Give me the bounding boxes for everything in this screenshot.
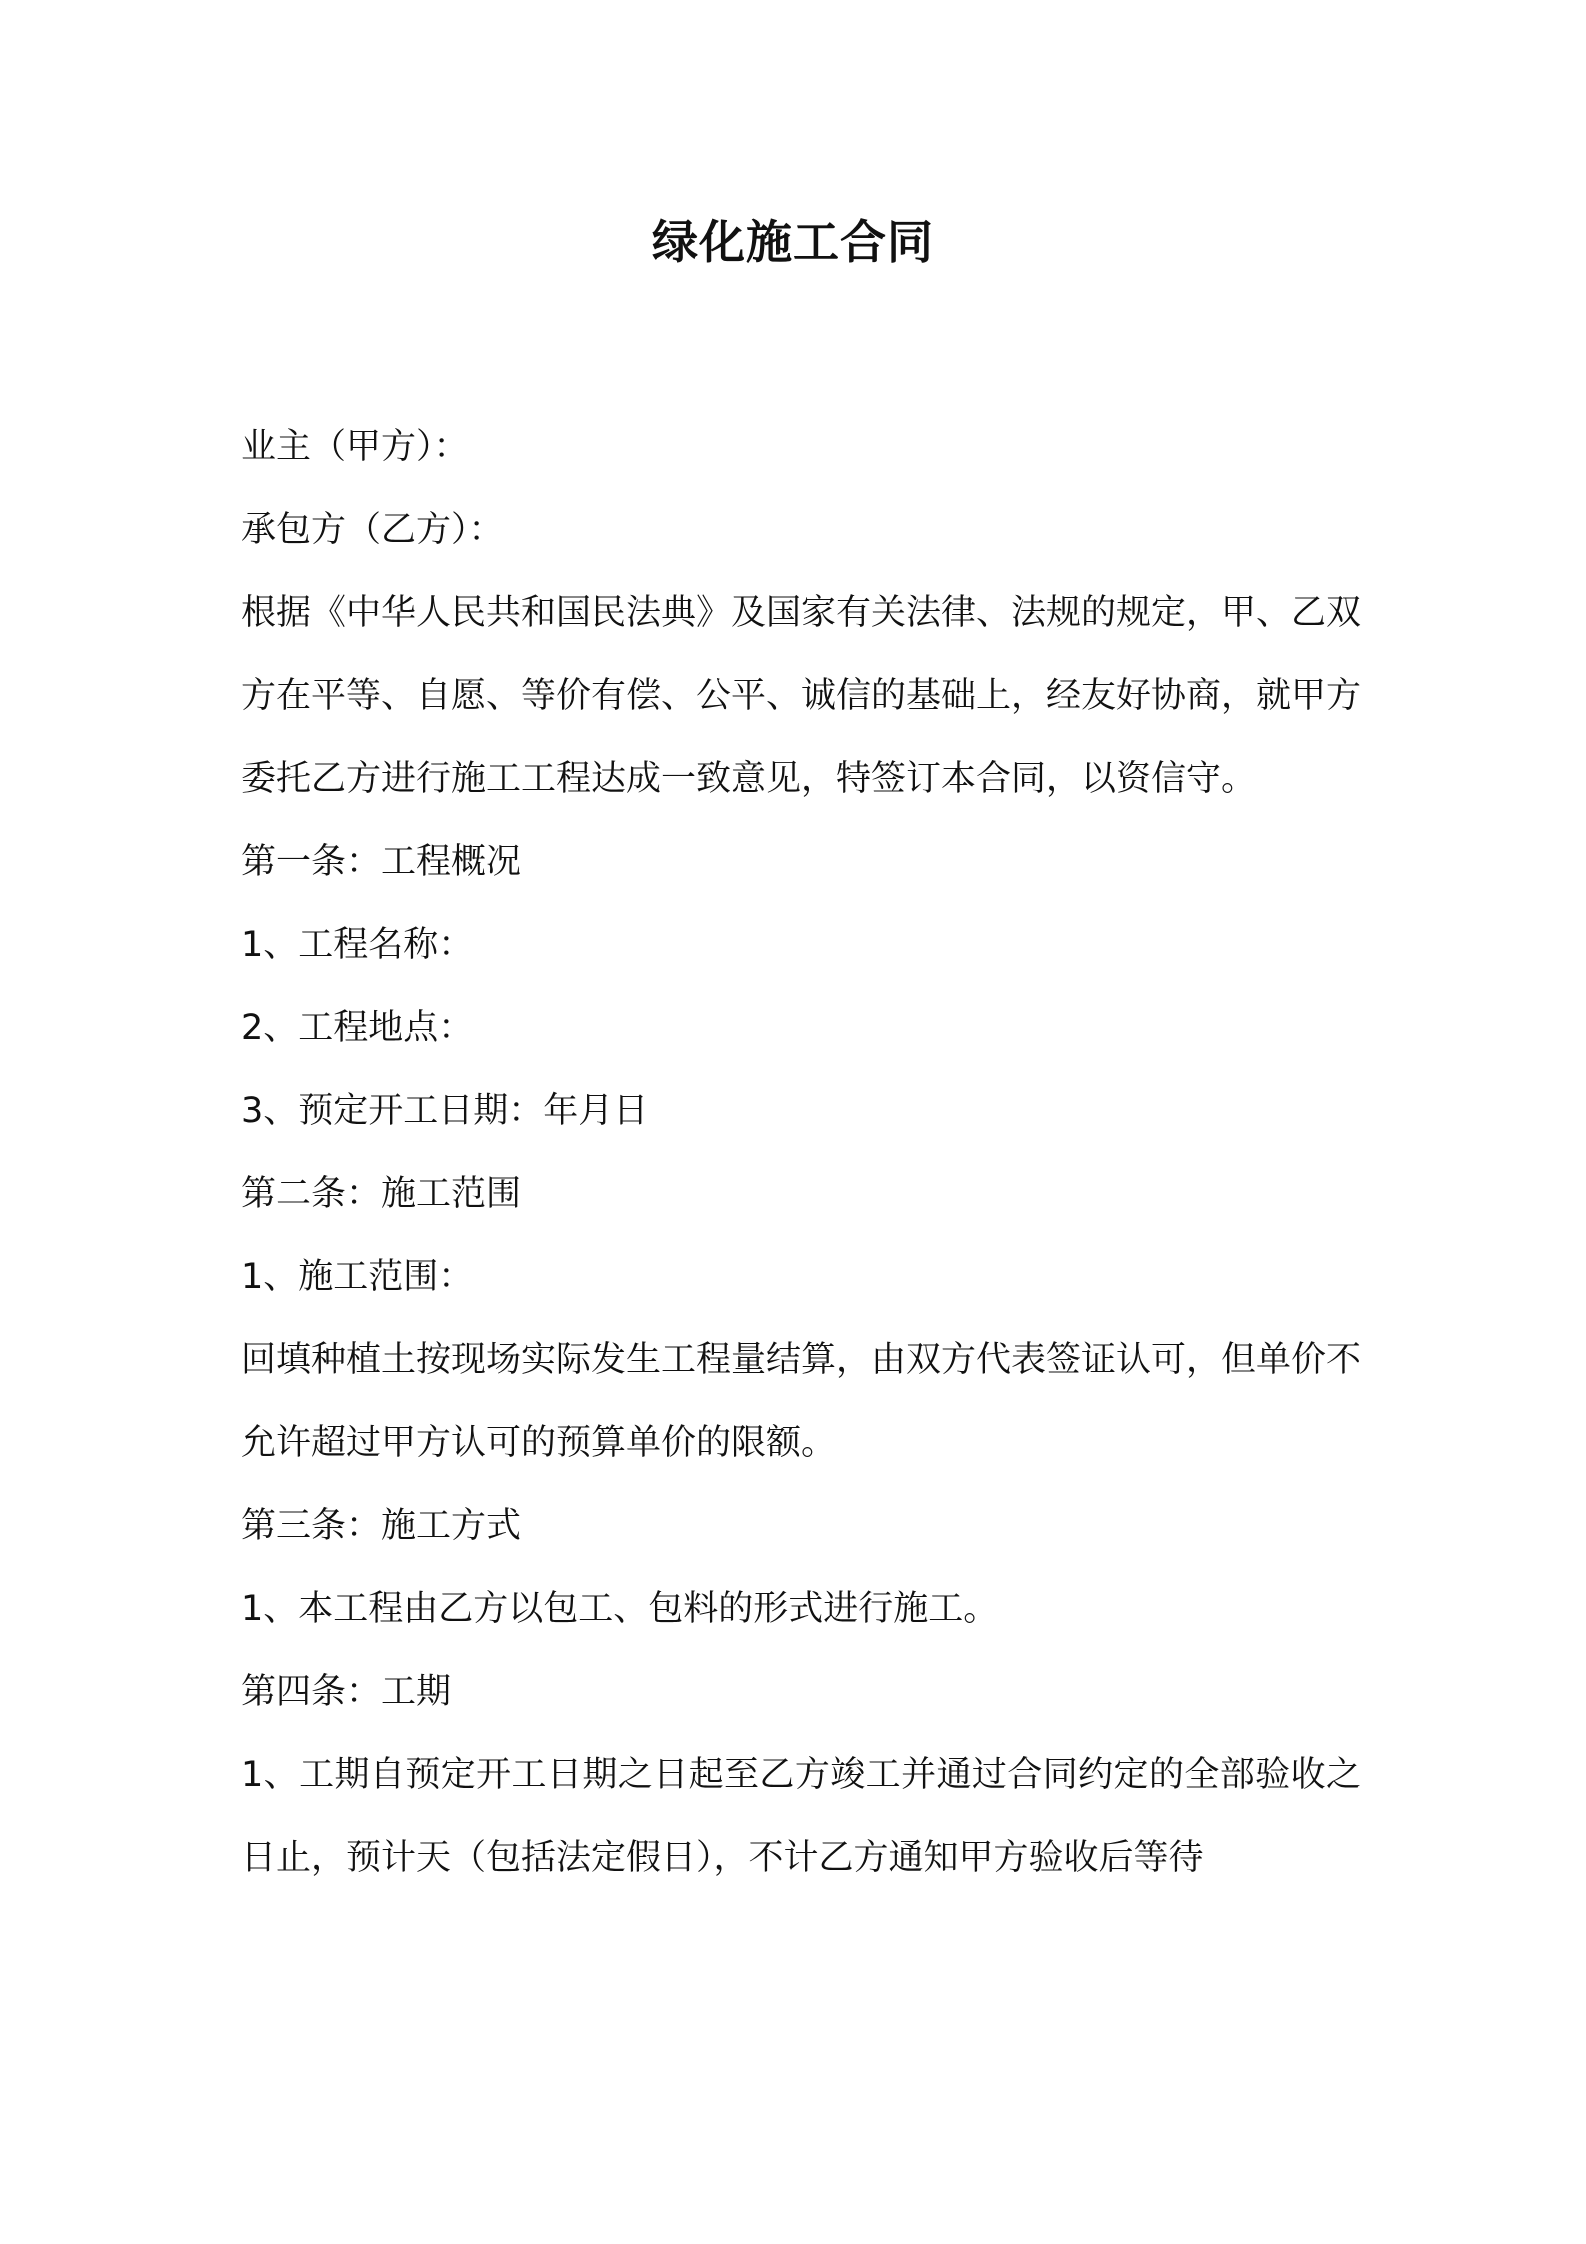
article-2-item-1: 1、施工范围： [241,1257,474,1297]
article-2-heading: 第二条：施工范围 [241,1174,522,1214]
article-1-item-2: 2、工程地点： [241,1008,474,1048]
document-title: 绿化施工合同 [652,215,934,269]
document-body [241,406,1361,1900]
article-1-heading: 第一条：工程概况 [241,842,522,882]
party-b-line: 承包方（乙方）： [241,510,504,550]
article-4-paragraph: 1、工期自预定开工日期之日起至乙方竣工并通过合同约定的全部验收之日止，预计天（包括法定假日），不计乙方通知甲方验收后等待 [241,1755,1361,1878]
party-a-line: 业主（甲方）： [241,427,469,467]
article-1-item-3: 3、预定开工日期：年月日 [241,1091,649,1131]
article-2-paragraph: 回填种植土按现场实际发生工程量结算，由双方代表签证认可，但单价不允许超过甲方认可的预算单价的限额。 [241,1340,1362,1463]
intro-paragraph: 根据《中华人民共和国民法典》及国家有关法律、法规的规定，甲、乙双方在平等、自愿、等价有偿、公平、诚信的基础上，经友好协商，就甲方委托乙方进行施工工程达成一致意见，特签订本合同，以资信守。 [241,593,1362,799]
article-3-heading: 第三条：施工方式 [241,1506,522,1546]
article-4-heading: 第四条：工期 [241,1672,452,1712]
article-3-item-1: 1、本工程由乙方以包工、包料的形式进行施工。 [241,1589,999,1629]
article-1-item-1: 1、工程名称： [241,925,474,965]
